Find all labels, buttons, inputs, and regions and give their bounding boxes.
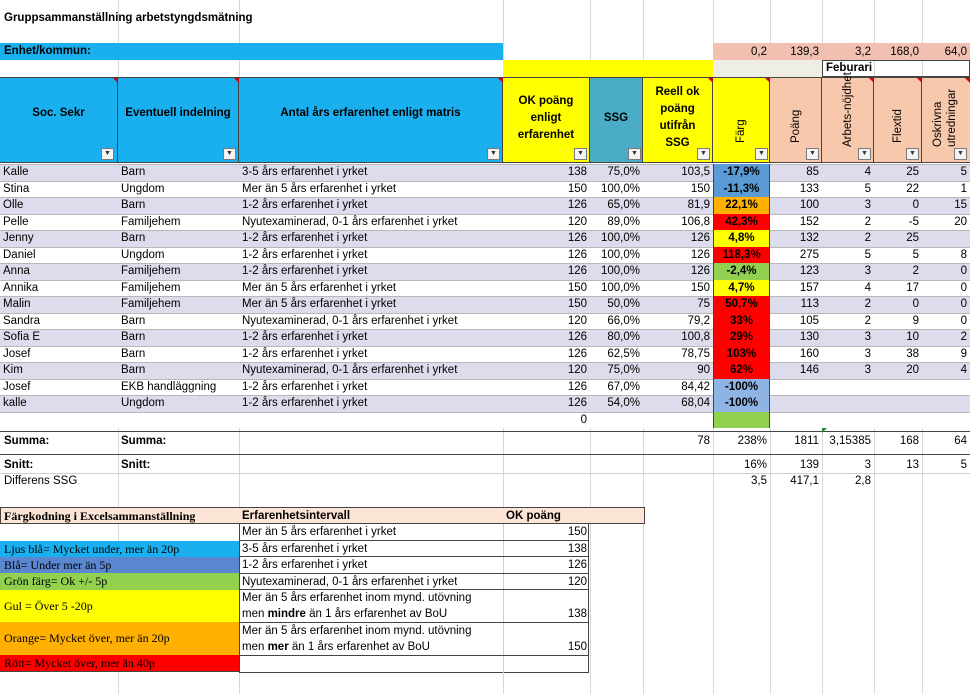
comment-marker[interactable]	[869, 78, 874, 83]
filter-dropdown-icon[interactable]: ▼	[697, 148, 710, 160]
cell-group[interactable]: Barn	[121, 364, 146, 376]
cell-arb[interactable]: 2	[864, 232, 871, 244]
cell-reell[interactable]: 90	[697, 364, 710, 376]
snitt-farg[interactable]: 16%	[743, 459, 767, 471]
comment-marker[interactable]	[917, 78, 922, 83]
summa-poang[interactable]: 1811	[794, 435, 819, 447]
cell-ssg[interactable]: 62,5%	[607, 347, 640, 360]
cell-name[interactable]: Stina	[3, 182, 30, 195]
cell-ok[interactable]: 126	[567, 265, 587, 277]
cell-group[interactable]: Ungdom	[121, 248, 165, 261]
cell-group[interactable]: Barn	[121, 314, 146, 327]
col-header-poang[interactable]: Poäng	[789, 109, 802, 143]
cell-name[interactable]: Kalle	[3, 166, 29, 178]
cell-osk[interactable]: 4	[960, 364, 967, 376]
cell-arb[interactable]: 3	[864, 364, 871, 376]
cell-exp[interactable]: 1-2 års erfarenhet i yrket	[242, 380, 368, 393]
cell-name[interactable]: Josef	[3, 347, 31, 360]
table-row[interactable]	[0, 197, 970, 214]
cell-flex[interactable]: 17	[906, 281, 919, 294]
cell-poang[interactable]: 113	[800, 298, 819, 310]
cell-ssg[interactable]: 50,0%	[607, 298, 640, 310]
cell-ssg[interactable]: 54,0%	[607, 397, 640, 409]
cell-poang[interactable]: 133	[799, 182, 819, 195]
cell-group[interactable]: Barn	[121, 331, 146, 343]
cell-name[interactable]: Sandra	[3, 314, 41, 327]
cell-flex[interactable]: 38	[906, 347, 919, 360]
cell-poang[interactable]: 85	[806, 166, 819, 178]
cell-arb[interactable]: 4	[864, 166, 871, 178]
col-header-indelning[interactable]: Eventuell indelning	[118, 77, 239, 163]
cell-ok[interactable]: 126	[567, 199, 587, 211]
filter-dropdown-icon[interactable]: ▼	[954, 148, 967, 160]
cell-exp[interactable]: 1-2 års erfarenhet i yrket	[242, 248, 368, 261]
cell-poang[interactable]: 152	[799, 215, 819, 228]
table-row[interactable]	[0, 329, 970, 346]
cell-osk[interactable]	[922, 379, 970, 396]
interval-row-label[interactable]: Mer än 5 års erfarenhet inom mynd. utövning	[242, 592, 472, 604]
cell-osk[interactable]: 0	[960, 265, 967, 277]
interval-row-value[interactable]: 138	[567, 543, 587, 555]
cell-exp[interactable]: Nyutexaminerad, 0-1 års erfarenhet i yrket	[242, 314, 458, 327]
cell-group[interactable]: Familjehem	[121, 265, 181, 277]
interval-row-label-2[interactable]	[242, 606, 447, 622]
interval-row-label[interactable]: 1-2 års erfarenhet i yrket	[242, 559, 368, 571]
cell-arb[interactable]: 3	[864, 331, 871, 343]
text: än 1 års erfarenhet av BoU	[288, 641, 430, 653]
col-header-reell[interactable]: Reell ok poäng utifrån SSG	[643, 77, 713, 163]
differens-poang[interactable]: 417,1	[790, 475, 819, 487]
cell-farg[interactable]: 118,3%	[713, 247, 770, 264]
cell-ssg[interactable]: 89,0%	[607, 215, 640, 228]
table-row[interactable]	[0, 412, 970, 429]
cell-poang[interactable]: 275	[799, 248, 819, 261]
col-header-ssg[interactable]: SSG	[590, 77, 643, 163]
cell-reell[interactable]: 81,9	[687, 199, 710, 211]
cell-name[interactable]: Josef	[3, 380, 31, 393]
cell-name[interactable]: kalle	[3, 397, 27, 409]
cell-name[interactable]: Jenny	[3, 232, 34, 244]
cell-farg[interactable]: -17,9%	[713, 164, 770, 181]
filter-dropdown-icon[interactable]: ▼	[755, 148, 768, 160]
cell-ssg[interactable]: 100,0%	[600, 232, 640, 244]
interval-row-line	[239, 655, 589, 656]
table-row[interactable]	[0, 395, 970, 412]
cell-group[interactable]: Ungdom	[121, 397, 165, 409]
cell-group[interactable]: Familjehem	[121, 281, 181, 294]
table-row[interactable]	[0, 362, 970, 379]
interval-row-label[interactable]: Nyutexaminerad, 0-1 års erfarenhet i yrket	[242, 576, 458, 588]
cell-reell[interactable]: 126	[690, 248, 710, 261]
cell-flex[interactable]	[874, 379, 922, 396]
cell-ssg[interactable]: 80,0%	[607, 331, 640, 343]
cell-arb[interactable]: 2	[864, 215, 871, 228]
cell-flex[interactable]: 9	[912, 314, 919, 327]
cell-flex[interactable]: 25	[906, 166, 919, 178]
col-header-ok[interactable]: OK poäng enligt erfarenhet	[503, 77, 590, 163]
cell-exp[interactable]: Mer än 5 års erfarenhet i yrket	[242, 182, 397, 195]
cell-osk[interactable]: 1	[960, 182, 967, 195]
yellow-strip	[503, 60, 713, 77]
cell-arb[interactable]: 2	[864, 298, 871, 310]
filter-dropdown-icon[interactable]: ▼	[806, 148, 819, 160]
month-label[interactable]: Feburari	[822, 60, 970, 77]
top-value[interactable]: 0,2	[751, 46, 767, 58]
cell-name[interactable]: Malin	[3, 298, 31, 310]
cell-reell[interactable]: 78,75	[681, 347, 710, 360]
snitt-label: Snitt:	[4, 459, 34, 471]
differens-farg[interactable]: 3,5	[751, 475, 767, 487]
top-value[interactable]: 64,0	[944, 46, 967, 58]
interval-row-label[interactable]: Mer än 5 års erfarenhet i yrket	[242, 526, 397, 538]
cell-ok[interactable]: 150	[567, 281, 587, 294]
cell-arb[interactable]: 2	[864, 314, 871, 327]
cell-ok[interactable]: 126	[567, 347, 587, 360]
cell-arb[interactable]: 5	[864, 248, 871, 261]
cell-exp[interactable]: 1-2 års erfarenhet i yrket	[242, 397, 368, 409]
col-header-farg[interactable]: Färg	[735, 119, 747, 143]
cell-name[interactable]: Olle	[3, 199, 24, 211]
cell-reell[interactable]: 84,42	[681, 380, 710, 393]
comment-marker[interactable]	[965, 78, 970, 83]
cell-farg[interactable]: 50,7%	[713, 296, 770, 313]
cell-group[interactable]: Barn	[121, 232, 146, 244]
cell-poang[interactable]: 123	[799, 265, 819, 277]
filter-dropdown-icon[interactable]: ▼	[487, 148, 500, 160]
cell-exp[interactable]: 1-2 års erfarenhet i yrket	[242, 347, 368, 360]
cell-flex[interactable]: 10	[906, 331, 919, 343]
cell-osk[interactable]: 15	[954, 199, 967, 211]
cell-osk[interactable]: 0	[960, 298, 967, 310]
cell-poang[interactable]: 100	[799, 199, 819, 211]
cell-ok[interactable]: 120	[567, 314, 587, 327]
snitt-poang[interactable]: 139	[799, 459, 819, 471]
text: än 1 års erfarenhet av BoU	[305, 608, 448, 620]
top-value[interactable]: 3,2	[855, 46, 871, 58]
cell-osk[interactable]	[922, 412, 970, 429]
cell-group[interactable]: Barn	[121, 199, 146, 211]
differens-arbets[interactable]: 2,8	[855, 475, 871, 487]
okpoang-header: OK poäng	[506, 510, 561, 522]
cell-reell[interactable]: 106,8	[681, 215, 710, 228]
cell-osk[interactable]	[922, 395, 970, 412]
snitt-divider	[0, 454, 970, 455]
cell-farg[interactable]: 4,8%	[713, 230, 770, 247]
col-header-soc[interactable]: Soc. Sekr	[0, 77, 118, 163]
cell-reell[interactable]: 68,04	[681, 397, 710, 409]
cell-exp[interactable]: 1-2 års erfarenhet i yrket	[242, 199, 368, 211]
cell-poang[interactable]	[770, 379, 822, 396]
cell-farg[interactable]: 62%	[713, 362, 770, 379]
cell-name[interactable]: Kim	[3, 364, 23, 376]
cell-name[interactable]: Anna	[3, 265, 30, 277]
cell-ok[interactable]: 126	[567, 380, 587, 393]
text: men	[242, 608, 268, 620]
col-header-flextid[interactable]: Flextid	[891, 109, 904, 143]
cell-poang[interactable]: 132	[799, 232, 819, 244]
interval-row-value[interactable]: 126	[567, 559, 587, 571]
cell-osk[interactable]: 9	[960, 347, 967, 360]
filter-dropdown-icon[interactable]: ▼	[906, 148, 919, 160]
legend-item-orange[interactable]: Orange= Mycket över, mer än 20p	[0, 622, 239, 655]
cell-reell[interactable]: 150	[690, 182, 710, 195]
cell-flex[interactable]: 0	[912, 199, 919, 211]
cell-osk[interactable]: 20	[954, 215, 967, 228]
snitt-label-2: Snitt:	[121, 459, 151, 471]
snitt-flextid[interactable]: 13	[906, 459, 919, 471]
cell-ssg[interactable]: 100,0%	[600, 182, 640, 195]
cell-ssg[interactable]	[590, 412, 643, 429]
summa-oskrivna[interactable]: 64	[954, 435, 967, 447]
cell-poang[interactable]: 157	[799, 281, 819, 294]
legend-title: Färgkodning i Excelsammanställning	[4, 509, 196, 523]
cell-poang[interactable]	[770, 395, 822, 412]
legend-item-light-blue[interactable]: Ljus blå= Mycket under, mer än 20p	[0, 541, 239, 557]
cell-poang[interactable]: 130	[799, 331, 819, 343]
cell-reell[interactable]: 100,8	[681, 331, 710, 343]
filter-dropdown-icon[interactable]: ▼	[574, 148, 587, 160]
comment-marker[interactable]	[708, 78, 713, 83]
cell-ok[interactable]: 150	[567, 298, 587, 310]
cell-group[interactable]: Barn	[121, 347, 146, 360]
cell-ssg[interactable]: 67,0%	[607, 380, 640, 393]
cell-farg[interactable]: -100%	[713, 395, 770, 412]
filter-dropdown-icon[interactable]: ▼	[628, 148, 641, 160]
col-header-arbets[interactable]: Arbets-nöjdhet	[841, 72, 854, 147]
cell-group[interactable]: Barn	[121, 166, 146, 178]
emphasis: mer	[267, 641, 289, 653]
cell-arb[interactable]: 4	[864, 281, 871, 294]
cell-ok[interactable]: 150	[567, 182, 587, 195]
interval-row-value[interactable]: 150	[567, 641, 587, 653]
cell-osk[interactable]: 8	[960, 248, 967, 261]
cell-reell[interactable]: 75	[697, 298, 710, 310]
legend-item-yellow[interactable]: Gul = Över 5 -20p	[0, 590, 239, 622]
cell-flex[interactable]: -5	[908, 215, 919, 228]
snitt-arbets[interactable]: 3	[864, 459, 871, 471]
summa-label: Summa:	[4, 435, 50, 447]
col-header-erfarenhet[interactable]: Antal års erfarenhet enligt matris	[239, 77, 503, 163]
cell-flex[interactable]: 5	[912, 248, 919, 261]
comment-marker[interactable]	[113, 78, 118, 83]
interval-row-value[interactable]: 150	[567, 526, 587, 538]
cell-reell[interactable]: 79,2	[687, 314, 710, 327]
cell-group[interactable]: Familjehem	[121, 298, 181, 310]
interval-row-label[interactable]: Mer än 5 års erfarenhet inom mynd. utövning	[242, 625, 472, 637]
interval-row-value[interactable]: 120	[567, 576, 587, 588]
cell-ok[interactable]: 126	[567, 331, 587, 343]
cell-farg[interactable]: 22,1%	[713, 197, 770, 214]
interval-row-label[interactable]: 3-5 års erfarenhet i yrket	[242, 543, 368, 555]
cell-ssg[interactable]: 100,0%	[600, 281, 640, 294]
cell-reell[interactable]: 126	[690, 232, 710, 244]
cell-flex[interactable]: 20	[906, 364, 919, 376]
cell-arb[interactable]	[822, 412, 874, 429]
cell-flex[interactable]	[874, 412, 922, 429]
cell-reell[interactable]: 103,5	[681, 166, 710, 178]
table-row[interactable]	[0, 296, 970, 313]
cell-ok[interactable]: 138	[567, 166, 587, 178]
cell-osk[interactable]: 5	[960, 166, 967, 178]
comment-marker[interactable]	[234, 78, 239, 83]
legend-item-green[interactable]: Grön färg= Ok +/- 5p	[0, 573, 239, 590]
cell-exp[interactable]: Nyutexaminerad, 0-1 års erfarenhet i yrket	[242, 364, 458, 376]
cell-group[interactable]: Familjehem	[121, 215, 181, 228]
cell-farg[interactable]: -2,4%	[713, 263, 770, 280]
cell-name[interactable]: Annika	[3, 281, 39, 294]
cell-reell[interactable]	[643, 412, 713, 429]
unit-label: Enhet/kommun:	[4, 45, 91, 57]
cell-ssg[interactable]: 66,0%	[607, 314, 640, 327]
top-value[interactable]: 168,0	[890, 46, 919, 58]
cell-farg[interactable]: 103%	[713, 346, 770, 363]
cell-ok[interactable]: 126	[567, 248, 587, 261]
col-header-oskrivna[interactable]: Oskrivna utredningar	[932, 88, 958, 147]
cell-name[interactable]: Sofia E	[3, 331, 41, 343]
interval-row-label-2[interactable]	[242, 639, 430, 655]
differens-label: Differens SSG	[4, 475, 78, 487]
cell-poang[interactable]: 160	[799, 347, 819, 360]
cell-flex[interactable]: 2	[912, 265, 919, 277]
table-row[interactable]	[0, 181, 970, 198]
table-row[interactable]	[0, 247, 970, 264]
comment-marker[interactable]	[498, 78, 503, 83]
formula-marker	[822, 428, 827, 433]
cell-arb[interactable]: 3	[864, 265, 871, 277]
cell-exp[interactable]: 1-2 års erfarenhet i yrket	[242, 265, 368, 277]
cell-osk[interactable]: 0	[960, 314, 967, 327]
cell-ok[interactable]: 126	[567, 232, 587, 244]
summa-arbets[interactable]: 3,15385	[829, 435, 871, 447]
cell-osk[interactable]	[922, 230, 970, 247]
cell-ssg[interactable]: 100,0%	[600, 265, 640, 277]
summa-flextid[interactable]: 168	[899, 435, 919, 447]
table-row[interactable]	[0, 230, 970, 247]
cell-flex[interactable]	[874, 395, 922, 412]
summa-label-2: Summa:	[121, 435, 167, 447]
cell-osk[interactable]: 2	[960, 331, 967, 343]
cell-farg[interactable]: 29%	[713, 329, 770, 346]
cell-ssg[interactable]: 75,0%	[607, 166, 640, 178]
cell-osk[interactable]: 0	[960, 281, 967, 294]
table-row[interactable]	[0, 164, 970, 181]
comment-marker[interactable]	[765, 78, 770, 83]
cell-reell[interactable]: 150	[690, 281, 710, 294]
cell-flex[interactable]: 22	[906, 182, 919, 195]
cell-poang[interactable]: 105	[799, 314, 819, 327]
cell-reell[interactable]: 126	[690, 265, 710, 277]
interval-header: Erfarenhetsintervall	[242, 510, 351, 522]
top-value[interactable]: 139,3	[790, 46, 819, 58]
table-row[interactable]	[0, 379, 970, 396]
text: men	[242, 641, 268, 653]
cell-group[interactable]: EKB handläggning	[121, 380, 217, 393]
filter-dropdown-icon[interactable]: ▼	[858, 148, 871, 160]
cell-exp[interactable]: Nyutexaminerad, 0-1 års erfarenhet i yrket	[242, 215, 458, 228]
cell-farg[interactable]: -100%	[713, 379, 770, 396]
cell-ok[interactable]: 120	[567, 364, 587, 376]
table-row[interactable]	[0, 313, 970, 330]
cell-arb[interactable]	[822, 395, 874, 412]
cell-poang[interactable]: 146	[799, 364, 819, 376]
cell-flex[interactable]: 25	[906, 232, 919, 244]
cell-ok[interactable]: 126	[567, 397, 587, 409]
cell-arb[interactable]	[822, 379, 874, 396]
interval-row-value[interactable]: 138	[567, 608, 587, 620]
legend-item-red[interactable]: Rött= Mycket över, mer än 40p	[0, 655, 239, 672]
cell-exp[interactable]: Mer än 5 års erfarenhet i yrket	[242, 281, 397, 294]
cell-group[interactable]: Ungdom	[121, 182, 165, 195]
summa-farg[interactable]: 238%	[737, 435, 767, 447]
cell-name[interactable]	[0, 412, 118, 429]
cell-arb[interactable]: 5	[864, 182, 871, 195]
cell-exp[interactable]: 1-2 års erfarenhet i yrket	[242, 232, 368, 244]
cell-farg[interactable]: 42,3%	[713, 214, 770, 231]
cell-ssg[interactable]: 65,0%	[607, 199, 640, 211]
table-row[interactable]	[0, 263, 970, 280]
table-row[interactable]	[0, 346, 970, 363]
unit-bar[interactable]	[0, 43, 503, 60]
summa-reell[interactable]: 78	[697, 435, 710, 447]
cell-flex[interactable]: 0	[912, 298, 919, 310]
cell-ok[interactable]: 120	[567, 215, 587, 228]
cell-farg[interactable]	[713, 412, 770, 429]
cell-exp[interactable]: Mer än 5 års erfarenhet i yrket	[242, 298, 397, 310]
interval-divider	[239, 524, 240, 673]
table-row[interactable]	[0, 214, 970, 231]
cell-ok[interactable]: 0	[580, 413, 587, 426]
filter-active-icon[interactable]: ▼	[223, 148, 236, 160]
table-row[interactable]	[0, 280, 970, 297]
cell-name[interactable]: Daniel	[3, 248, 36, 261]
cell-poang[interactable]	[770, 412, 822, 429]
legend-item-blue[interactable]: Blå= Under mer än 5p	[0, 557, 239, 573]
cell-farg[interactable]: 33%	[713, 313, 770, 330]
sheet-title: Gruppsammanställning arbetstyngdsmätning	[4, 12, 253, 24]
cell-arb[interactable]: 3	[864, 347, 871, 360]
cell-name[interactable]: Pelle	[3, 215, 29, 228]
snitt-oskrivna[interactable]: 5	[960, 459, 967, 471]
cell-exp[interactable]	[239, 412, 503, 429]
cell-ssg[interactable]: 75,0%	[607, 364, 640, 376]
cell-ssg[interactable]: 100,0%	[600, 248, 640, 261]
cell-arb[interactable]: 3	[864, 199, 871, 211]
cell-exp[interactable]: 3-5 års erfarenhet i yrket	[242, 166, 368, 178]
cell-group[interactable]	[118, 412, 239, 429]
month-spacer	[713, 60, 822, 77]
cell-farg[interactable]: -11,3%	[713, 181, 770, 198]
filter-dropdown-icon[interactable]: ▼	[101, 148, 114, 160]
emphasis: mindre	[267, 608, 306, 620]
cell-farg[interactable]: 4,7%	[713, 280, 770, 297]
cell-exp[interactable]: 1-2 års erfarenhet i yrket	[242, 331, 368, 343]
